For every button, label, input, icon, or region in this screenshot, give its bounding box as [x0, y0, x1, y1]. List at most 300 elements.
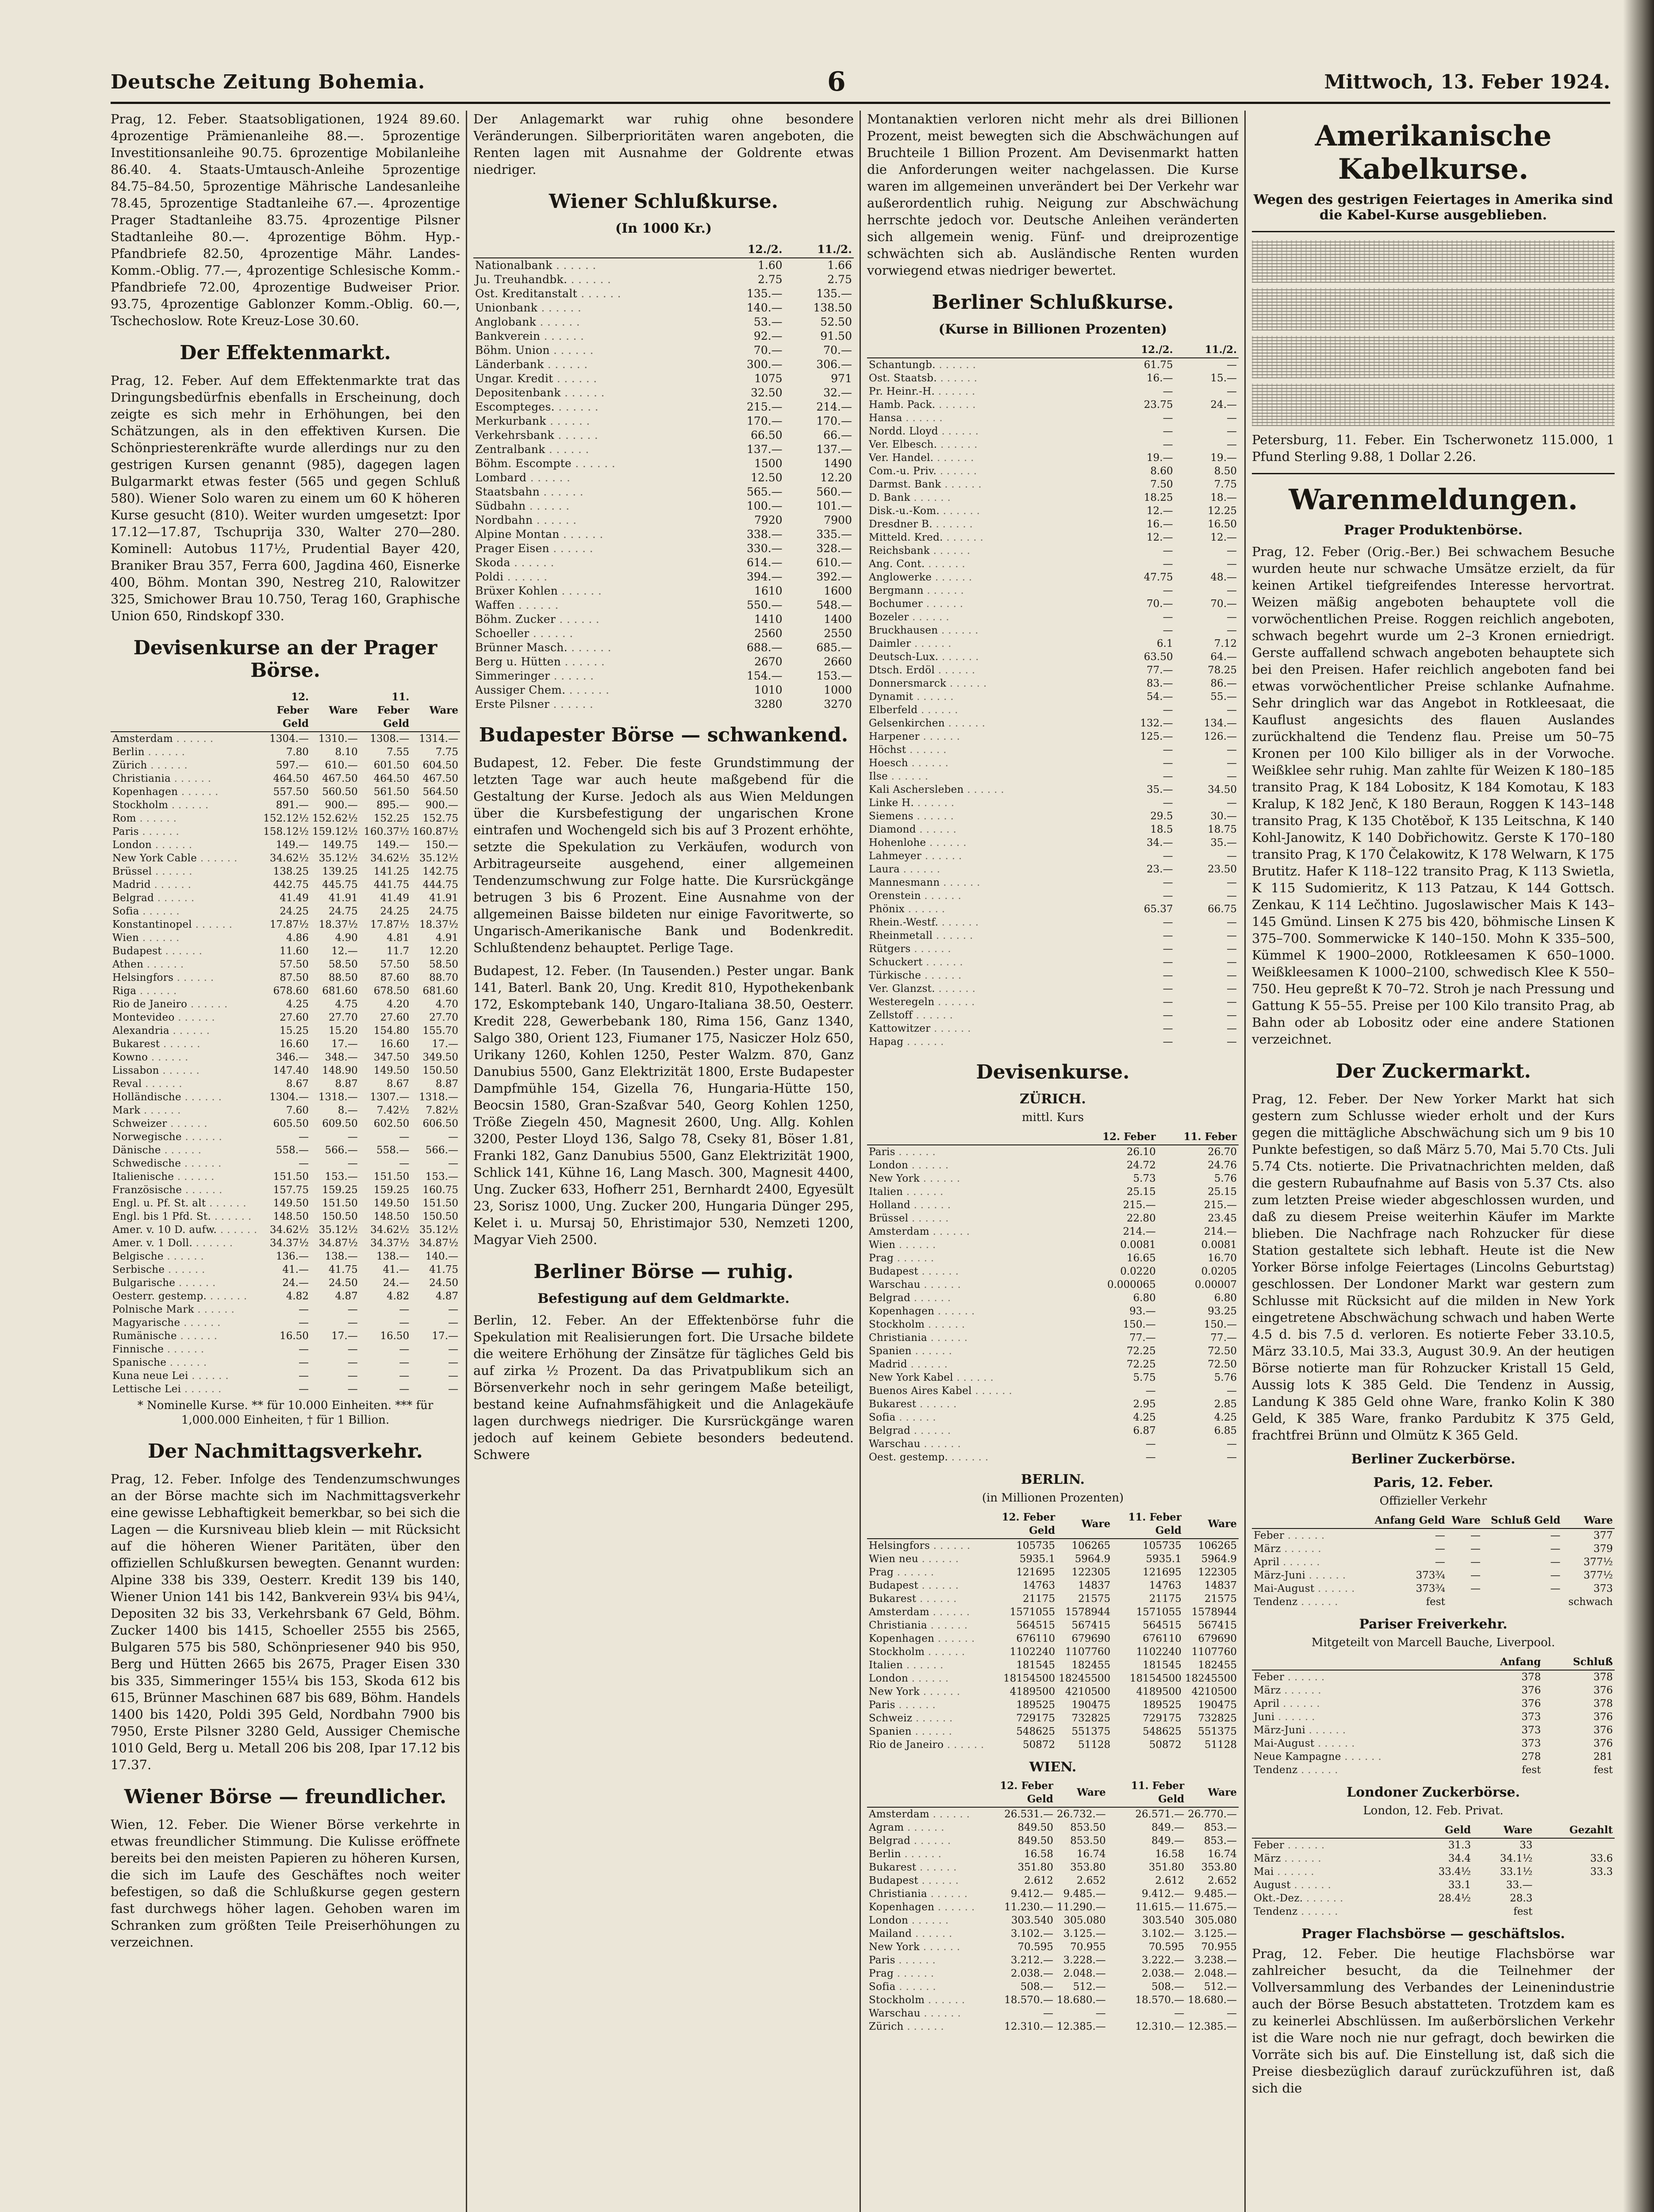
row-label: Rhein.-Westf. . . .: [867, 916, 1111, 929]
row-value: 18.680.—: [1188, 1994, 1237, 2006]
row-value: 15.—: [1210, 373, 1237, 384]
row-label: Dtsch. Erdöl . . .: [867, 664, 1111, 677]
table-row: [473, 683, 854, 697]
row-value: —: [1163, 704, 1173, 716]
row-value: 21175: [1023, 1593, 1055, 1605]
row-label: Kopenhagen . . .: [867, 1305, 1076, 1318]
col-header: [1252, 1513, 1366, 1528]
row-label: Bozeler . . .: [867, 611, 1111, 624]
row-value: —: [1163, 426, 1173, 437]
row-value: 150.—: [1123, 1319, 1156, 1330]
row-label: Prager Eisen . . .: [473, 541, 720, 556]
row-label: März . . .: [1252, 1684, 1470, 1697]
table-row: [867, 1344, 1239, 1358]
column-2: [473, 111, 854, 2212]
table-row: [867, 1145, 1239, 1159]
table-row: [111, 984, 460, 998]
row-value: 373: [1521, 1724, 1541, 1736]
row-label: Dresdner B. . . .: [867, 518, 1111, 531]
row-value: 346.—: [276, 1052, 309, 1063]
row-value: 464.50: [273, 773, 309, 784]
table-row: [473, 428, 854, 442]
table-row: [867, 372, 1239, 385]
col-header: 11. Feber Geld: [1108, 1778, 1186, 1807]
row-label: Paris . . .: [867, 1145, 1076, 1159]
table-row: [867, 1225, 1239, 1238]
row-label: Hohenlohe . . .: [867, 836, 1111, 849]
row-label: Belgrad . . .: [867, 1834, 977, 1847]
table-row: [473, 626, 854, 641]
table-row: [867, 1954, 1239, 1967]
row-value: 373¾: [1416, 1583, 1445, 1594]
table-row: [111, 1183, 460, 1197]
freiverkehr-subtitle: Mitgeteilt von Marcell Bauche, Liverpool.: [1311, 1636, 1555, 1649]
row-label: Kowno . . .: [111, 1051, 259, 1064]
row-value: 335.—: [816, 528, 852, 541]
row-value: —: [1470, 1583, 1481, 1594]
row-value: 11.60: [280, 945, 309, 957]
table-row: [867, 1451, 1239, 1464]
illegible-quote-block: [1252, 336, 1615, 378]
row-label: Sofia . . .: [867, 1411, 1076, 1424]
row-value: 51128: [1204, 1739, 1237, 1751]
row-value: 4.82: [386, 1290, 410, 1302]
row-value: 0.0081: [1201, 1239, 1237, 1251]
row-value: 153.—: [425, 1171, 458, 1183]
row-label: Berlin . . .: [111, 745, 259, 759]
row-value: 23.45: [1208, 1213, 1237, 1224]
table-row: [867, 1009, 1239, 1022]
london-zucker-table: [1252, 1823, 1615, 1918]
table-row: [111, 1037, 460, 1051]
col-header: 12. Feber Geld: [259, 690, 310, 732]
row-value: 18.570.—: [1135, 1994, 1185, 2006]
row-value: 353.80: [1070, 1862, 1106, 1873]
table-row: [867, 1967, 1239, 1980]
row-value: 65.37: [1144, 903, 1173, 915]
row-label: Böhm. Zucker . . .: [473, 612, 720, 626]
table-row: [867, 942, 1239, 956]
row-label: Darmst. Bank . . .: [867, 478, 1111, 491]
table-row: [867, 1159, 1239, 1172]
row-value: —: [448, 1304, 458, 1315]
row-label: Dynamit . . .: [867, 690, 1111, 703]
row-label: Feber . . .: [1252, 1670, 1470, 1684]
col-header: [111, 690, 259, 732]
table-row: [867, 757, 1239, 770]
row-value: 88.70: [429, 972, 458, 983]
row-value: —: [1227, 930, 1237, 941]
table-row: [111, 785, 460, 799]
row-value: 92.—: [753, 330, 783, 342]
table-row: [867, 1980, 1239, 1993]
row-value: 8.60: [1150, 465, 1173, 477]
row-value: 151.50: [422, 1198, 458, 1209]
heading-londoner-zuckerboerse: Londoner Zuckerbörse.: [1347, 1785, 1520, 1800]
row-value: 12.310.—: [1135, 2021, 1185, 2032]
row-label: Südbahn . . .: [473, 499, 720, 513]
row-value: 7.75: [435, 746, 458, 758]
row-value: —: [1227, 359, 1237, 371]
row-value: —: [1163, 744, 1173, 756]
row-value: 1310.—: [318, 733, 358, 745]
row-value: 338.—: [747, 528, 783, 541]
row-value: —: [1227, 850, 1237, 862]
table-row: [1252, 1878, 1615, 1892]
table-row: [111, 1316, 460, 1329]
table-row: [473, 612, 854, 626]
row-value: 4.70: [435, 998, 458, 1010]
row-value: 214.—: [1204, 1226, 1237, 1237]
row-value: 681.60: [422, 985, 458, 997]
row-value: 688.—: [747, 641, 783, 654]
row-value: 154.—: [747, 669, 783, 682]
heading-flachsboerse: Prager Flachsbörse — geschäftslos.: [1301, 1926, 1565, 1942]
table-row: [473, 584, 854, 598]
row-value: 565.—: [747, 485, 783, 498]
row-value: 9.485.—: [1063, 1888, 1106, 1900]
col-header: Ware: [1186, 1778, 1239, 1807]
row-label: Spanische . . .: [111, 1356, 259, 1369]
row-label: Anglowerke . . .: [867, 571, 1111, 584]
row-value: —: [1227, 1438, 1237, 1450]
row-value: 12.310.—: [1004, 2021, 1053, 2032]
row-value: 14763: [1023, 1580, 1055, 1591]
row-label: Linke H. . . .: [867, 796, 1111, 810]
row-label: Schweiz . . .: [867, 1712, 986, 1725]
row-label: Mai . . .: [1252, 1865, 1411, 1878]
row-value: 72.25: [1126, 1345, 1156, 1357]
row-value: 597.—: [276, 760, 309, 771]
row-value: 4.75: [335, 998, 358, 1010]
row-value: 551375: [1198, 1726, 1237, 1737]
row-value: 351.80: [1017, 1862, 1053, 1873]
row-value: 18.25: [1144, 492, 1173, 503]
row-value: 50872: [1149, 1739, 1182, 1751]
row-label: April . . .: [1252, 1555, 1366, 1569]
row-label: Engl. u. Pf. St. alt . . .: [111, 1197, 259, 1210]
row-value: —: [1227, 917, 1237, 928]
row-value: 376: [1593, 1685, 1613, 1696]
row-value: 70.595: [1148, 1941, 1185, 1953]
row-value: 685.—: [816, 641, 852, 654]
row-value: —: [1550, 1570, 1561, 1581]
row-value: 7.60: [286, 1105, 309, 1116]
table-row: [473, 343, 854, 357]
row-value: 150.—: [1204, 1319, 1237, 1330]
column-rule: [1244, 111, 1246, 2212]
heading-nachmittagsverkehr: Der Nachmittagsverkehr.: [148, 1440, 423, 1463]
table-row: [111, 891, 460, 905]
row-value: 2.652: [1076, 1875, 1106, 1886]
table-row: [111, 1104, 460, 1117]
row-label: Bulgarische . . .: [111, 1276, 259, 1290]
row-value: 25.15: [1208, 1186, 1237, 1198]
row-label: Feber . . .: [1252, 1528, 1366, 1542]
table-row: [1252, 1737, 1615, 1750]
row-value: 77.—: [1210, 1332, 1237, 1344]
row-value: 35.12½: [319, 1224, 358, 1236]
row-value: —: [347, 1344, 358, 1355]
row-label: New York . . .: [867, 1685, 986, 1698]
row-label: Nordd. Lloyd . . .: [867, 425, 1111, 438]
row-value: 6.80: [1133, 1292, 1156, 1304]
table-row: [867, 597, 1239, 611]
row-value: 70.955: [1201, 1941, 1237, 1953]
row-value: 7.42½: [376, 1105, 410, 1116]
row-value: —: [1163, 917, 1173, 928]
row-value: 25.15: [1126, 1186, 1156, 1198]
table-row: [867, 1619, 1239, 1632]
row-value: —: [1145, 1452, 1156, 1463]
row-value: 155.70: [422, 1025, 458, 1037]
row-value: 900.—: [425, 799, 458, 811]
row-label: Rom . . .: [111, 812, 259, 825]
row-label: Poldi . . .: [473, 570, 720, 584]
row-label: Spanien . . .: [867, 1725, 986, 1738]
row-value: —: [448, 1383, 458, 1395]
row-value: 21175: [1149, 1593, 1182, 1605]
row-value: 606.50: [422, 1118, 458, 1129]
row-label: Erste Pilsner . . .: [473, 697, 720, 711]
row-value: 550.—: [747, 599, 783, 611]
row-value: —: [298, 1344, 309, 1355]
row-value: —: [1435, 1556, 1445, 1568]
row-value: 4.91: [435, 932, 458, 944]
row-value: 41.—: [383, 1264, 410, 1275]
row-value: 602.50: [373, 1118, 410, 1129]
row-label: Mailand . . .: [867, 1927, 977, 1940]
row-value: 63.50: [1144, 651, 1173, 663]
col-header: 11. Feber Geld: [360, 690, 411, 732]
table-row: [867, 1712, 1239, 1725]
row-value: 467.50: [322, 773, 358, 784]
row-value: 6.80: [1214, 1292, 1237, 1304]
table-row: [111, 1343, 460, 1356]
row-label: Hamb. Pack. . . .: [867, 398, 1111, 411]
row-value: —: [1163, 970, 1173, 981]
row-value: 1571055: [1009, 1606, 1055, 1618]
row-value: 29.5: [1150, 810, 1173, 822]
row-value: 303.540: [1011, 1915, 1053, 1926]
row-label: Gelsenkirchen . . .: [867, 717, 1111, 730]
row-label: Waffen . . .: [473, 598, 720, 612]
row-value: 32.—: [823, 386, 852, 399]
row-value: —: [1145, 1385, 1156, 1397]
col-header: 11. Feber Geld: [1112, 1510, 1183, 1539]
col-header: 12. Feber Geld: [986, 1510, 1057, 1539]
row-value: 16.65: [1126, 1252, 1156, 1264]
row-value: 26.770.—: [1188, 1809, 1237, 1820]
row-value: —: [399, 1344, 410, 1355]
row-value: 70.595: [1017, 1941, 1053, 1953]
col-header: [867, 1778, 977, 1807]
heading-berliner-zuckerboerse: Berliner Zuckerbörse.: [1351, 1452, 1516, 1467]
row-value: 376: [1593, 1738, 1613, 1749]
row-value: 14763: [1149, 1580, 1182, 1591]
row-value: —: [399, 1383, 410, 1395]
column-3: [867, 111, 1239, 2212]
table-row: [111, 1290, 460, 1303]
row-label: Wien neu . . .: [867, 1552, 986, 1566]
row-label: New York . . .: [867, 1940, 977, 1954]
paris-zucker-label: Offizieller Verkehr: [1379, 1494, 1487, 1508]
zurich-subtitle: mittl. Kurs: [1021, 1111, 1084, 1124]
row-value: 190475: [1198, 1699, 1237, 1711]
table-row: [867, 1552, 1239, 1566]
row-value: 6.1: [1157, 638, 1173, 649]
row-value: 12.20: [429, 945, 458, 957]
table-row: [867, 1887, 1239, 1901]
table-row: [867, 425, 1239, 438]
row-value: —: [1227, 744, 1237, 756]
row-value: 16.70: [1208, 1252, 1237, 1264]
table-row: [111, 1157, 460, 1170]
row-value: —: [298, 1158, 309, 1169]
row-value: 353.80: [1201, 1862, 1237, 1873]
table-row: [1252, 1710, 1615, 1724]
row-value: 16.58: [1024, 1848, 1053, 1860]
table-row: [1252, 1838, 1615, 1852]
row-value: 378: [1593, 1698, 1613, 1709]
row-label: Sofia . . .: [867, 1980, 977, 1993]
berliner-unit: (Kurse in Billionen Prozenten): [938, 322, 1167, 337]
row-label: Bukarest . . .: [867, 1592, 986, 1605]
table-row: [1252, 1697, 1615, 1710]
table-row: [867, 1411, 1239, 1424]
heading-effektenmarkt: Der Effektenmarkt.: [180, 342, 391, 364]
devisen-table: [111, 690, 460, 1396]
row-value: 306.—: [816, 358, 852, 371]
row-value: 4.86: [286, 932, 309, 944]
row-value: 2.75: [758, 273, 783, 286]
illegible-quote-block: [1252, 240, 1615, 283]
table-header-row: [1252, 1513, 1615, 1528]
row-value: 33.4½: [1438, 1866, 1471, 1878]
row-label: Alexandria . . .: [111, 1024, 259, 1037]
table-row: [111, 1024, 460, 1037]
row-value: 33.6: [1590, 1853, 1613, 1864]
table-row: [867, 1384, 1239, 1398]
row-value: 376: [1521, 1698, 1541, 1709]
row-label: Staatsbahn . . .: [473, 485, 720, 499]
row-label: Magyarische . . .: [111, 1316, 259, 1329]
table-row: [867, 730, 1239, 743]
table-row: [867, 1993, 1239, 2007]
row-value: 18.37½: [319, 919, 358, 930]
row-label: London . . .: [111, 838, 259, 852]
berlin-devisen-table: [867, 1510, 1239, 1751]
row-value: 5964.9: [1075, 1553, 1111, 1565]
row-value: 77.—: [1129, 1332, 1156, 1344]
row-label: März . . .: [1252, 1852, 1411, 1865]
row-value: 548.—: [816, 599, 852, 611]
row-value: 140.—: [747, 301, 783, 314]
row-value: —: [1163, 877, 1173, 888]
table-row: [867, 982, 1239, 995]
table-row: [473, 457, 854, 471]
row-value: [1482, 1595, 1562, 1609]
row-value: 377½: [1583, 1556, 1613, 1568]
row-value: —: [1227, 797, 1237, 809]
row-label: Rheinmetall . . .: [867, 929, 1111, 942]
row-value: 15.25: [280, 1025, 309, 1037]
table-row: [111, 931, 460, 945]
heading-wiener-schlusskurse: Wiener Schlußkurse.: [549, 190, 779, 213]
row-value: 33.3: [1590, 1866, 1613, 1878]
row-label: Elberfeld . . .: [867, 703, 1111, 717]
row-value: —: [1550, 1530, 1561, 1541]
row-label: Brüssel . . .: [111, 865, 259, 878]
col-header: 12. Feber Geld: [977, 1778, 1055, 1807]
table-row: [111, 1382, 460, 1396]
table-row: [867, 1539, 1239, 1552]
row-value: 379: [1593, 1543, 1613, 1555]
row-label: Bergmann . . .: [867, 584, 1111, 597]
row-value: 5935.1: [1019, 1553, 1055, 1565]
row-value: 891.—: [276, 799, 309, 811]
table-row: [867, 478, 1239, 491]
row-value: 351.80: [1148, 1862, 1185, 1873]
table-row: [473, 315, 854, 329]
row-label: Böhm. Escompte . . .: [473, 457, 720, 471]
table-row: [867, 2007, 1239, 2020]
row-value: 70.—: [823, 344, 852, 357]
row-value: 1490: [824, 457, 852, 470]
row-value: 157.75: [273, 1184, 309, 1196]
table-row: [473, 372, 854, 386]
table-row: [867, 810, 1239, 823]
row-value: 9.412.—: [1010, 1888, 1053, 1900]
row-value: 2.612: [1155, 1875, 1185, 1886]
row-value: 58.50: [429, 959, 458, 970]
table-row: [867, 969, 1239, 982]
row-label: Riga . . .: [111, 984, 259, 998]
row-value: 24.76: [1208, 1160, 1237, 1171]
row-value: 19.—: [1210, 452, 1237, 464]
row-value: 150.50: [422, 1065, 458, 1076]
row-value: 4.87: [435, 1290, 458, 1302]
row-label: Schwedische . . .: [111, 1157, 259, 1170]
table-row: [473, 301, 854, 315]
row-label: Buenos Aires Kabel . . .: [867, 1384, 1076, 1398]
row-value: 100.—: [747, 499, 783, 512]
row-value: 3.125.—: [1194, 1928, 1237, 1939]
col-header: 11./2.: [1175, 342, 1239, 358]
row-label: Ost. Kreditanstalt . . .: [473, 287, 720, 301]
row-value: 445.75: [322, 879, 358, 891]
row-value: 53.—: [753, 315, 783, 328]
row-value: 21575: [1078, 1593, 1111, 1605]
table-row: [867, 637, 1239, 650]
row-label: Stockholm . . .: [867, 1645, 986, 1659]
row-label: Italienische . . .: [111, 1170, 259, 1183]
row-value: 34.62½: [269, 1224, 309, 1236]
row-label: Polnische Mark . . .: [111, 1303, 259, 1316]
row-value: 72.50: [1208, 1345, 1237, 1357]
row-value: 7920: [754, 514, 783, 526]
row-value: 604.50: [422, 760, 458, 771]
table-row: [867, 1172, 1239, 1185]
wiener-boerse-text: Wien, 12. Feber. Die Wiener Börse verkehrte in etwas freundlicher Stimmung. Die Kulisse eröffnete bereits bei den meisten Papieren zu höheren Kursen, die sich im Laufe des Geschäftes noch weiter befestigen, so daß die Schlußkurse gegen gestern fast durchwegs höher lagen. Gehoben waren im Schranken zum größten Teile Preiserhöhungen zu verzeichnen.: [111, 1817, 460, 1950]
row-value: 35.12½: [419, 1224, 458, 1236]
table-row: [111, 1144, 460, 1157]
row-label: Oesterr. gestemp. . . .: [111, 1290, 259, 1303]
row-value: 16.50: [280, 1330, 309, 1342]
table-row: [473, 485, 854, 499]
row-value: 8.87: [435, 1078, 458, 1090]
row-label: Budapest . . .: [867, 1579, 986, 1592]
